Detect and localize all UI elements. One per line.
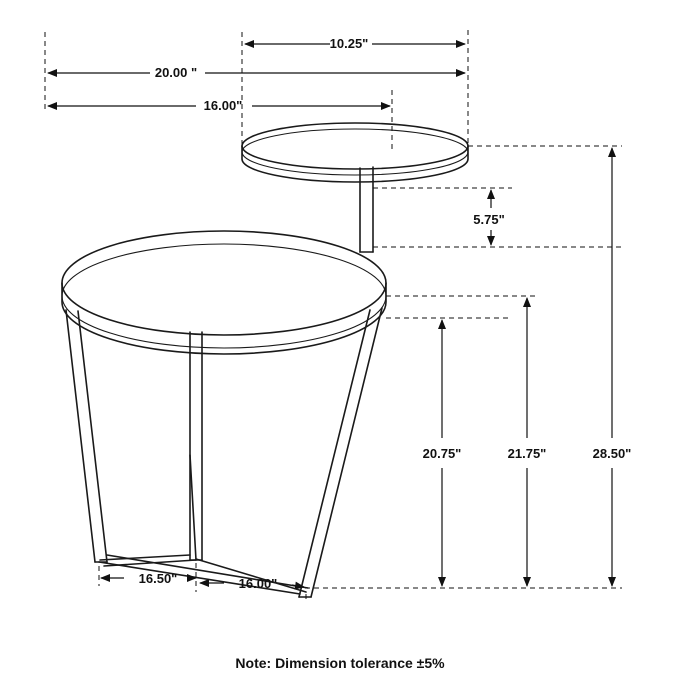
dimension-label-height-to-shelf-underside: 21.75" [507,446,547,461]
dimension-labels [139,36,632,591]
dimension-label-base-foot-span: 16.50" [138,571,178,586]
dimension-lines [48,44,612,587]
dimension-label-table-height-to-top-surface: 20.75" [422,446,462,461]
dimension-label-overall-height: 28.50" [592,446,632,461]
upper-shelf-top [242,123,468,182]
extension-lines [45,30,622,600]
furniture-illustration [62,123,468,597]
tolerance-note: Note: Dimension tolerance ±5% [235,655,445,671]
dimension-label-small-top-clearance-height: 5.75" [473,212,505,227]
dimension-label-base-depth: 16.00" [238,576,278,591]
dimension-label-overall-width: 20.00 " [154,65,198,80]
lower-table-top [62,231,386,354]
table-base-frame [66,308,382,597]
dimension-label-large-top-diameter: 16.00" [203,98,243,113]
dimension-label-top-small-width: 10.25" [329,36,369,51]
shelf-support-post [360,167,373,252]
